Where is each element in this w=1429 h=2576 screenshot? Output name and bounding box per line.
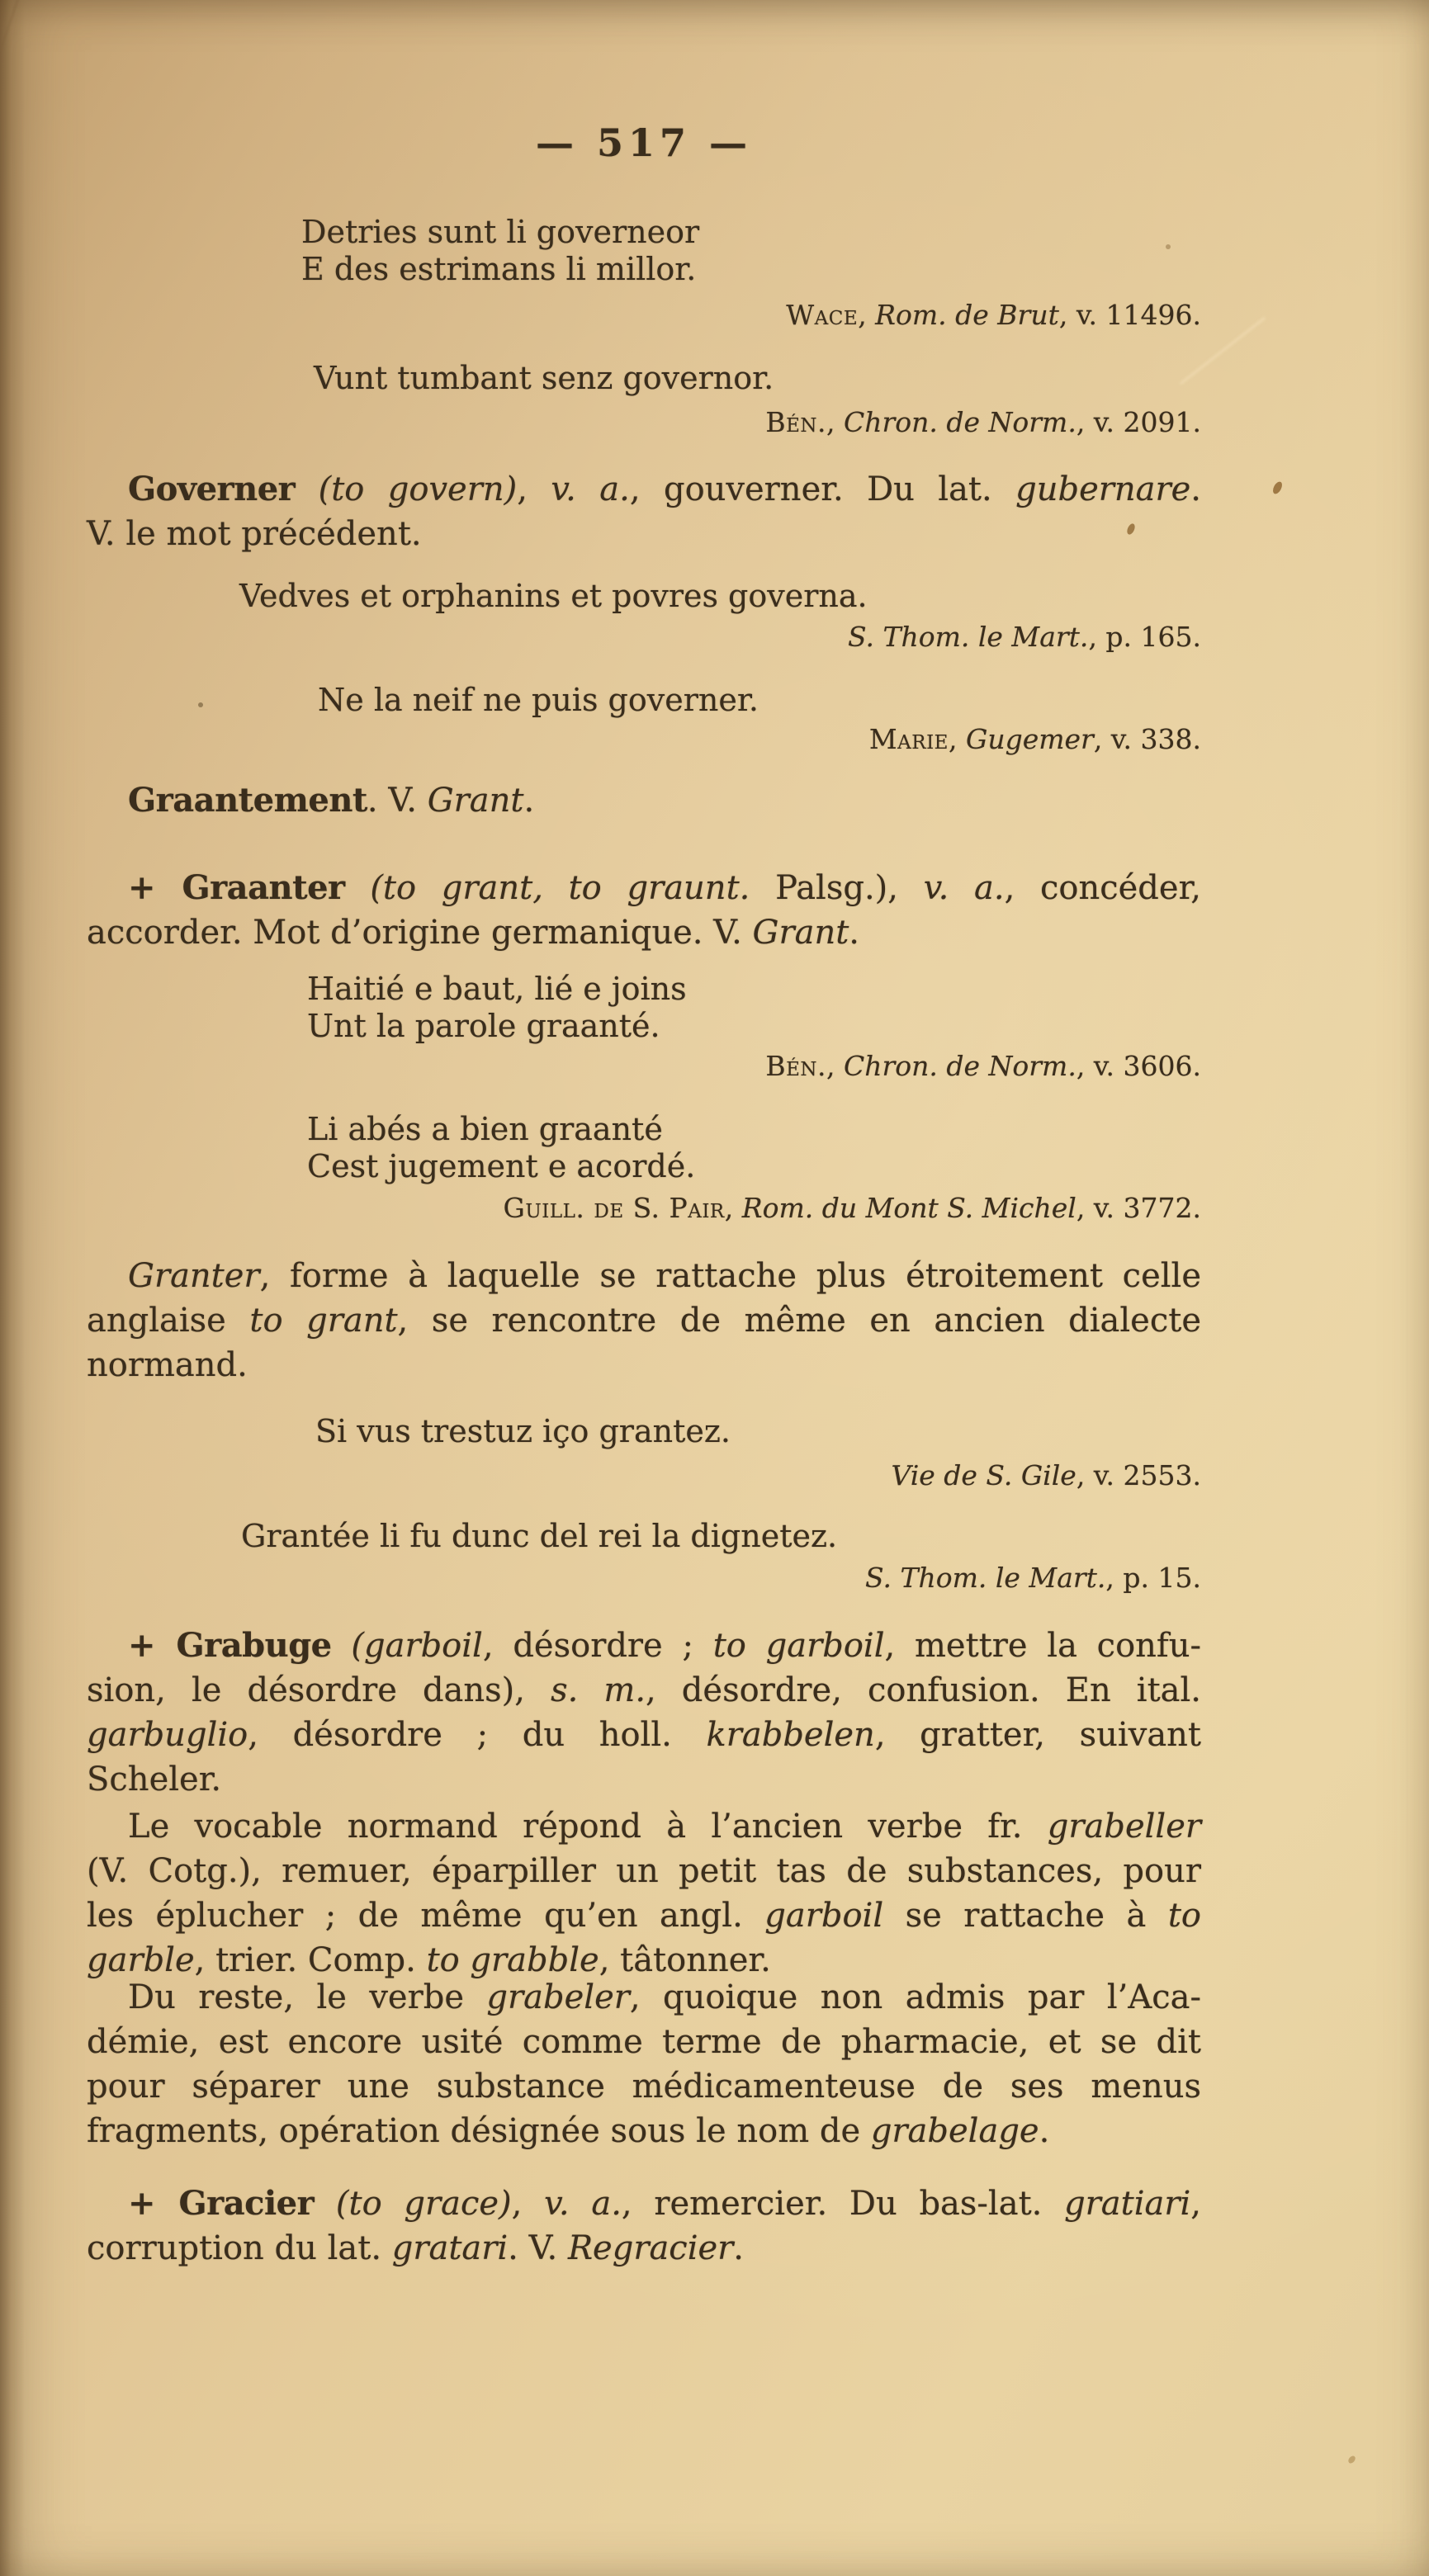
text-segment-i: krabbelen — [706, 1716, 875, 1754]
text-line — [87, 1849, 1201, 1893]
entry-line — [87, 1668, 1201, 1713]
text-segment-r: . V. — [508, 2229, 568, 2267]
text-segment-r: , gouverner. Du lat. — [629, 470, 1016, 508]
text-segment-i: grabeler — [486, 1978, 630, 2016]
text-line — [87, 2064, 1201, 2109]
text-segment-sc: Wace — [786, 299, 859, 331]
text-segment-r: Scheler. — [87, 1761, 222, 1798]
text-segment-plus: + — [128, 868, 182, 907]
verse-quote-sthom-15 — [87, 1518, 1356, 1555]
entry-graantement — [87, 778, 1201, 823]
text-segment-r: les éplucher ; de même qu’en angl. — [87, 1897, 765, 1935]
verse-line: Si vus trestuz iço grantez. — [315, 1413, 731, 1449]
text-segment-plus: + — [128, 1626, 177, 1665]
text-segment-i: v. a. — [551, 470, 630, 508]
text-segment-sc: Bén. — [765, 406, 827, 438]
text-segment-r: , — [826, 406, 844, 438]
text-segment-r — [345, 869, 371, 907]
text-segment-r: , p. 15. — [1105, 1562, 1201, 1594]
text-segment-r — [295, 470, 318, 508]
verse-line: Vedves et orphanins et povres governa. — [239, 578, 868, 614]
text-segment-i: Grant — [752, 914, 849, 952]
text-segment-i: garble — [87, 1941, 195, 1979]
citation-marie — [87, 723, 1242, 756]
text-segment-r: , gratter, suivant — [874, 1716, 1202, 1754]
text-segment-r: corruption du lat. — [87, 2229, 392, 2267]
citation-ben-3606 — [87, 1050, 1242, 1083]
entry-line — [87, 866, 1201, 910]
text-segment-i: Chron. de Norm. — [844, 1050, 1076, 1082]
text-segment-r: , v. 2091. — [1076, 406, 1201, 438]
text-segment-i: s. m. — [551, 1671, 646, 1709]
text-segment-r: , remercier. Du bas-lat. — [621, 2185, 1065, 2223]
text-line — [87, 1804, 1201, 1849]
text-segment-i: gubernare — [1015, 470, 1191, 508]
page-number: — 517 — — [535, 121, 753, 165]
text-segment-r: Palsg.), — [750, 869, 924, 907]
text-segment-r: (V. Cotg.), remuer, éparpiller un petit tas de substances, pour — [87, 1852, 1201, 1890]
text-segment-r: , désordre, confusion. En ital. — [646, 1671, 1201, 1709]
text-segment-r: pour séparer une substance médicamenteuse de ses menus — [87, 2068, 1201, 2106]
text-segment-r: , désordre ; — [482, 1627, 713, 1665]
text-segment-r: , — [826, 1050, 844, 1082]
entry-graanter — [87, 866, 1201, 955]
text-segment-r: , — [1190, 2185, 1201, 2223]
text-segment-i: Gugemer — [965, 723, 1094, 755]
text-segment-r: , mettre la confu- — [884, 1627, 1202, 1665]
verse-quote-brut — [87, 214, 1416, 288]
text-segment-r: , p. 165. — [1088, 621, 1201, 653]
verse-line: E des estrimans li millor. — [301, 251, 697, 287]
text-segment-i: to grant — [249, 1302, 398, 1340]
citation-vie-s-gile — [87, 1459, 1242, 1492]
text-segment-r: , v. 338. — [1093, 723, 1201, 755]
text-segment-r: , v. 3772. — [1076, 1192, 1201, 1224]
text-segment-r: . — [1039, 2112, 1050, 2150]
text-segment-i: grabelage — [870, 2112, 1039, 2150]
text-segment-plus: + — [128, 2184, 179, 2223]
text-segment-r: se rattache à — [883, 1897, 1168, 1935]
text-line — [87, 1343, 1201, 1387]
citation-wace — [87, 299, 1242, 332]
text-segment-i: v. a. — [544, 2185, 622, 2223]
verse-line: Vunt tumbant senz governor. — [314, 360, 774, 396]
text-segment-r: . — [523, 782, 535, 820]
citation-sthom-165 — [87, 621, 1242, 654]
paragraph-du-reste — [87, 1975, 1201, 2153]
citation-ben-2091 — [87, 406, 1242, 439]
text-segment-r: , v. 3606. — [1076, 1050, 1201, 1082]
text-segment-i: to garboil — [712, 1627, 885, 1665]
text-segment-r: , quoique non admis par l’Aca- — [629, 1978, 1201, 2016]
verse-line: Li abés a bien graanté — [307, 1111, 663, 1147]
text-segment-r: , se rencontre de même en ancien dialecte — [397, 1302, 1201, 1340]
text-line — [87, 1254, 1201, 1298]
text-segment-r: démie, est encore usité comme terme de pharmacie, et se dit — [87, 2023, 1201, 2061]
text-segment-r: . — [733, 2229, 745, 2267]
text-segment-i: (to govern) — [318, 470, 518, 508]
text-segment-i: gratiari — [1064, 2185, 1191, 2223]
text-segment-i: to — [1167, 1897, 1201, 1935]
text-segment-b: Gracier — [178, 2184, 315, 2223]
verse-quote-sthom-165 — [87, 578, 1354, 615]
verse-quote-mont-s-michel — [87, 1111, 1422, 1185]
text-segment-b: Grabuge — [176, 1626, 332, 1665]
verse-quote-chron-3606 — [87, 971, 1422, 1045]
text-segment-i: Vie de S. Gile — [891, 1459, 1076, 1491]
text-segment-r: , — [511, 2185, 545, 2223]
text-segment-r: , v. 2553. — [1076, 1459, 1201, 1491]
text-segment-b: Graantement — [128, 781, 367, 820]
text-segment-r: , — [948, 723, 966, 755]
text-segment-r: . — [1190, 470, 1202, 508]
verse-line: Haitié e baut, lié e joins — [307, 971, 687, 1007]
citation-sthom-15 — [87, 1562, 1242, 1595]
text-segment-r: accorder. Mot d’origine germanique. V. — [87, 914, 753, 952]
text-segment-r: , forme à laquelle se rattache plus étroitement celle — [259, 1257, 1201, 1295]
text-segment-i: Rom. du Mont S. Michel — [741, 1192, 1076, 1224]
text-segment-r — [332, 1627, 352, 1665]
verse-line: Ne la neif ne puis governer. — [318, 682, 759, 718]
text-segment-r: , concéder, — [1004, 869, 1202, 907]
text-segment-i: Chron. de Norm. — [844, 406, 1076, 438]
verse-line: Grantée li fu dunc del rei la dignetez. — [241, 1518, 838, 1554]
text-segment-r: , v. 11496. — [1058, 299, 1201, 331]
text-segment-r: V. le mot précédent. — [87, 515, 422, 553]
page-edge-shadow — [0, 0, 25, 2576]
entry-gracier — [87, 2181, 1201, 2271]
text-segment-r — [314, 2185, 336, 2223]
text-segment-i: garboil — [764, 1897, 884, 1935]
text-segment-r: sion, le désordre dans), — [87, 1671, 551, 1709]
paragraph-granter — [87, 1254, 1201, 1387]
text-segment-i: Regracier — [567, 2229, 734, 2267]
entry-line — [87, 467, 1201, 512]
text-segment-r: normand. — [87, 1346, 248, 1384]
text-line — [87, 1975, 1201, 2020]
verse-line: Cest jugement e acordé. — [307, 1148, 696, 1184]
text-segment-r: . V. — [367, 782, 428, 820]
verse-line: Detries sunt li governeor — [301, 214, 700, 250]
entry-line — [87, 2226, 1201, 2271]
citation-guill-de-s-pair — [87, 1192, 1242, 1225]
verse-quote-vie-s-gile — [87, 1413, 1429, 1450]
paper-speck — [1347, 2455, 1357, 2465]
text-segment-i: S. Thom. le Mart. — [865, 1562, 1106, 1594]
text-line — [87, 1298, 1201, 1343]
text-segment-r: , — [517, 470, 551, 508]
verse-quote-gugemer — [87, 682, 1429, 719]
text-segment-r: , — [724, 1192, 742, 1224]
text-line — [87, 2109, 1201, 2153]
entry-governer — [87, 467, 1201, 556]
text-segment-sc: Marie — [868, 723, 949, 755]
entry-line — [87, 778, 1201, 823]
text-segment-sc: Bén. — [765, 1050, 827, 1082]
text-segment-r: , tâtonner. — [599, 1941, 771, 1979]
text-segment-sc: Guill. de S. Pair — [503, 1192, 725, 1224]
entry-line — [87, 1757, 1201, 1802]
text-segment-b: Graanter — [182, 868, 345, 907]
entry-line — [87, 2181, 1201, 2226]
text-segment-i: Rom. de Brut — [875, 299, 1059, 331]
text-line — [87, 1893, 1201, 1938]
entry-grabuge — [87, 1624, 1201, 1802]
verse-quote-chron-2091 — [87, 360, 1428, 397]
text-segment-i: gratari — [391, 2229, 509, 2267]
paper-speck — [1271, 480, 1284, 495]
entry-line — [87, 910, 1201, 955]
text-segment-r: fragments, opération désignée sous le nom de — [87, 2112, 871, 2150]
entry-line — [87, 1713, 1201, 1757]
text-segment-r: Du reste, le verbe — [128, 1978, 487, 2016]
text-segment-i: (to grace) — [335, 2185, 512, 2223]
text-segment-i: (garboil — [351, 1627, 483, 1665]
paragraph-vocable — [87, 1804, 1201, 1983]
text-segment-i: to grabble — [426, 1941, 599, 1979]
text-segment-r: , — [858, 299, 876, 331]
text-segment-i: Granter — [128, 1257, 260, 1295]
text-segment-i: grabeller — [1047, 1808, 1201, 1846]
text-segment-i: v. a. — [923, 869, 1005, 907]
text-segment-i: S. Thom. le Mart. — [848, 621, 1089, 653]
text-segment-r: , désordre ; du holl. — [248, 1716, 707, 1754]
text-segment-r: , trier. Comp. — [194, 1941, 427, 1979]
text-segment-i: (to grant, to graunt. — [370, 869, 750, 907]
text-segment-b: Governer — [128, 470, 296, 508]
entry-line — [87, 1624, 1201, 1668]
text-segment-r: anglaise — [87, 1302, 250, 1340]
entry-line — [87, 512, 1201, 556]
text-segment-i: garbuglio — [87, 1716, 248, 1754]
text-segment-r: . — [849, 914, 859, 952]
verse-line: Unt la parole graanté. — [307, 1008, 660, 1044]
text-line — [87, 2020, 1201, 2064]
text-segment-r: Le vocable normand répond à l’ancien verbe fr. — [128, 1808, 1048, 1846]
text-segment-i: Grant — [427, 782, 524, 820]
